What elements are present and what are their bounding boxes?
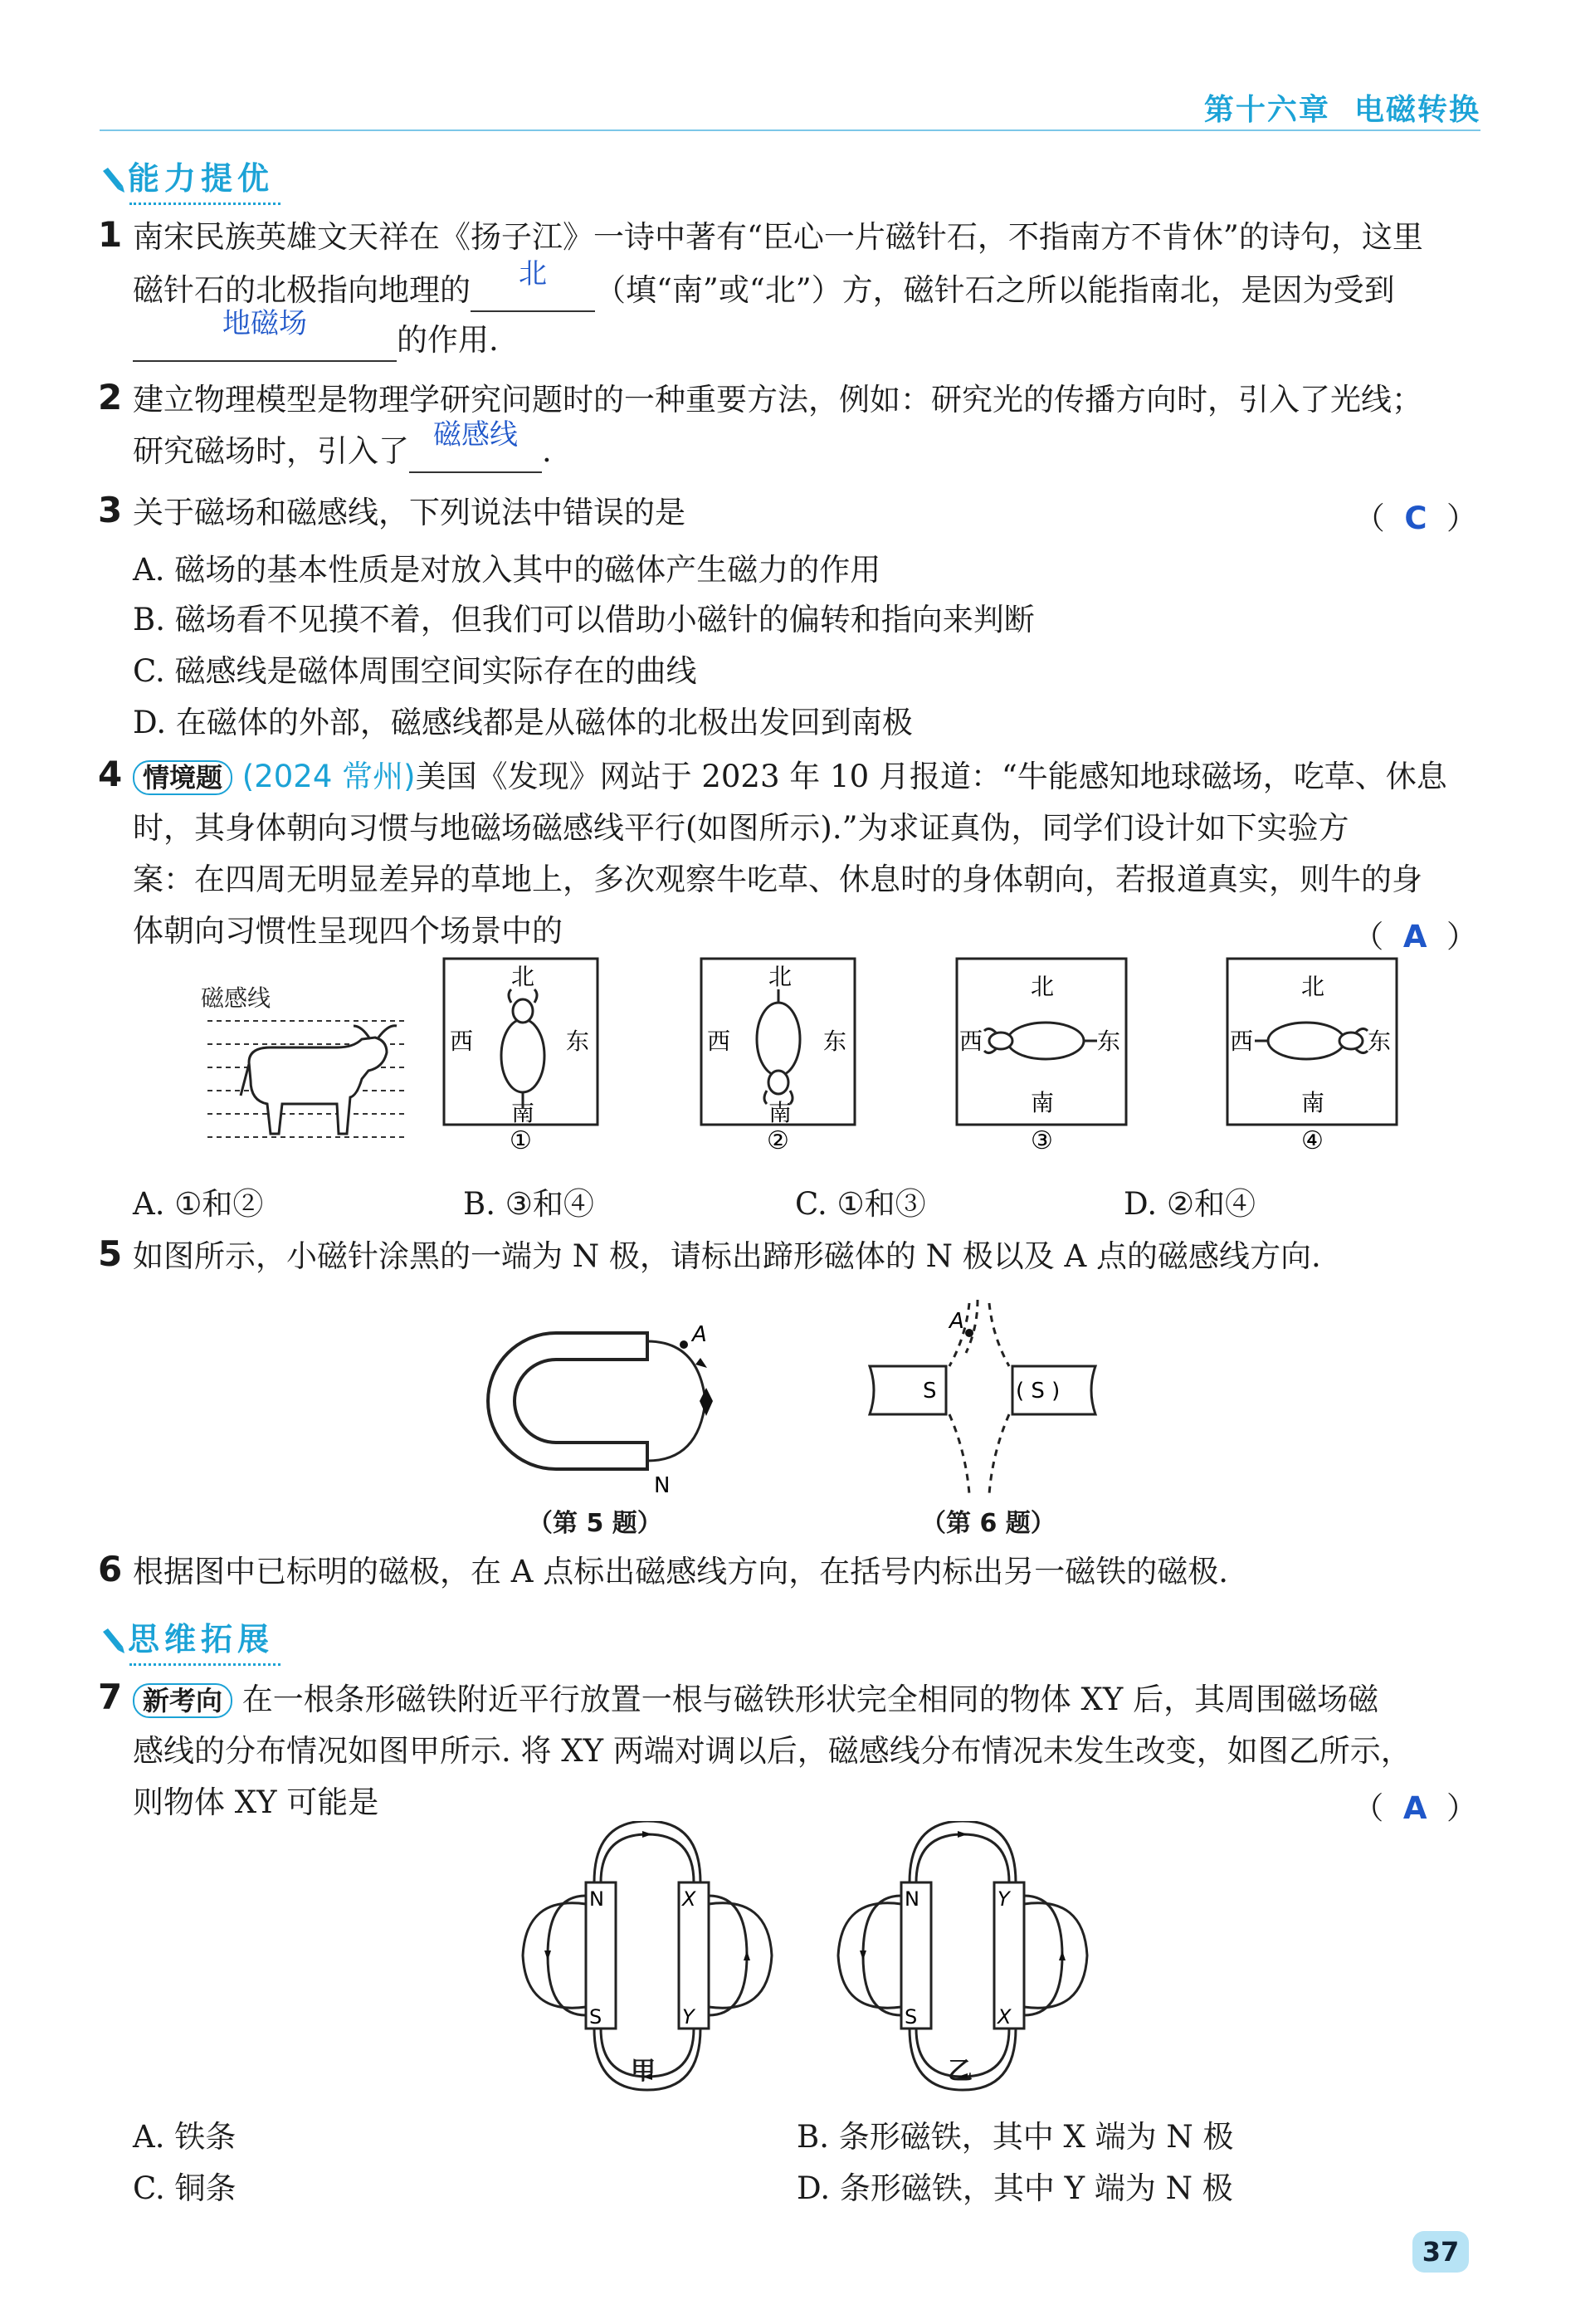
- svg-text:S: S: [905, 2005, 918, 2029]
- q7-tag: 新考向: [133, 1683, 232, 1718]
- q3-answer-paren: （ C ）: [1354, 500, 1477, 536]
- svg-text:N: N: [905, 1887, 919, 1911]
- q7-answer-paren: （ A ）: [1353, 1790, 1477, 1826]
- question-number-5: 5: [98, 1233, 123, 1274]
- q7-option-b[interactable]: B. 条形磁铁，其中 X 端为 N 极: [797, 2119, 1234, 2155]
- svg-text:南: 南: [1301, 1089, 1325, 1116]
- q4-option-c[interactable]: C. ①和③: [795, 1186, 926, 1222]
- svg-text:东: 东: [1368, 1028, 1392, 1055]
- q4-tag: 情境题: [133, 760, 232, 795]
- svg-text:南: 南: [1031, 1089, 1055, 1116]
- q3-option-b[interactable]: B. 磁场看不见摸不着，但我们可以借助小磁针的偏转和指向来判断: [133, 602, 1035, 637]
- q3-option-c[interactable]: C. 磁感线是磁体周围空间实际存在的曲线: [133, 653, 697, 689]
- svg-text:Y: Y: [997, 1887, 1010, 1911]
- svg-text:南: 南: [768, 1099, 793, 1126]
- q7-option-c[interactable]: C. 铜条: [133, 2170, 237, 2206]
- q1-line2: 磁针石的北极指向地理的 北 （填“南”或“北”）方，磁针石之所以能指南北，是因为受到: [133, 271, 1395, 312]
- question-number-7: 7: [98, 1677, 123, 1717]
- q2-blank[interactable]: 磁感线: [409, 432, 542, 473]
- q5-caption-2: （第 6 题）: [921, 1509, 1056, 1538]
- q4-option-b[interactable]: B. ③和④: [463, 1186, 594, 1222]
- q7-line1: 新考向 在一根条形磁铁附近平行放置一根与磁铁形状完全相同的物体 XY 后，其周围磁场磁: [133, 1680, 1378, 1720]
- svg-text:S: S: [589, 2005, 602, 2029]
- section-title-ability: 能力提优: [100, 153, 274, 198]
- figure-jia-caption: 甲: [631, 2057, 656, 2086]
- q3-option-a[interactable]: A. 磁场的基本性质是对放入其中的磁体产生磁力的作用: [133, 552, 881, 588]
- magnetic-line-label: 磁感线: [201, 984, 271, 1012]
- svg-text:西: 西: [959, 1028, 983, 1055]
- small-magnet-needle-top: [695, 1358, 707, 1368]
- two-magnets-figure: [863, 1295, 1112, 1502]
- svg-text:N: N: [589, 1887, 604, 1911]
- scene-4-label: ④: [1301, 1126, 1324, 1154]
- svg-text:北: 北: [768, 963, 793, 990]
- scene-4-figure: [1225, 956, 1402, 1154]
- q7-line2: 感线的分布情况如图甲所示. 将 XY 两端对调以后，磁感线分布情况未发生改变，如图乙所示，: [133, 1733, 1412, 1769]
- question-number-6: 6: [98, 1549, 123, 1589]
- svg-text:X: X: [997, 2005, 1012, 2029]
- svg-text:( S ): ( S ): [1016, 1379, 1061, 1404]
- q3-stem: 关于磁场和磁感线，下列说法中错误的是: [133, 495, 685, 530]
- horseshoe-magnet-figure: [465, 1308, 722, 1499]
- q4-option-d[interactable]: D. ②和④: [1124, 1186, 1256, 1222]
- question-number-2: 2: [98, 377, 123, 417]
- scene-2-figure: [699, 956, 865, 1154]
- point-a-label: A: [692, 1322, 707, 1347]
- q5-stem: 如图所示，小磁针涂黑的一端为 N 极，请标出蹄形磁体的 N 极以及 A 点的磁感线方向.: [133, 1238, 1321, 1274]
- page-number: 37: [1412, 2231, 1469, 2273]
- svg-text:西: 西: [450, 1028, 474, 1055]
- svg-text:Y: Y: [682, 2005, 695, 2029]
- scene-3-label: ③: [1031, 1126, 1053, 1154]
- page-header: [100, 83, 1480, 131]
- question-number-1: 1: [98, 214, 123, 255]
- svg-text:西: 西: [707, 1028, 731, 1055]
- q4-line2: 时，其身体朝向习惯与地磁场磁感线平行(如图所示).”为求证真伪，同学们设计如下实验方: [133, 810, 1349, 846]
- svg-text:东: 东: [1097, 1028, 1121, 1055]
- svg-text:东: 东: [566, 1028, 590, 1055]
- q1-line1: 南宋民族英雄文天祥在《扬子江》一诗中著有“臣心一片磁针石，不指南方不肯休”的诗句，这里: [133, 219, 1423, 255]
- q2-line1: 建立物理模型是物理学研究问题时的一种重要方法，例如：研究光的传播方向时，引入了光线；: [133, 382, 1422, 417]
- q1-blank-1[interactable]: 北: [471, 271, 595, 312]
- section-title-thinking: 思维拓展: [100, 1614, 274, 1659]
- pen-icon: [100, 161, 128, 194]
- svg-text:北: 北: [1031, 973, 1055, 1000]
- question-number-3: 3: [98, 490, 123, 530]
- q3-option-d[interactable]: D. 在磁体的外部，磁感线都是从磁体的北极出发回到南极: [133, 705, 913, 740]
- point-a-label-q6: A: [949, 1309, 964, 1334]
- svg-text:南: 南: [511, 1099, 535, 1126]
- q4-line4: 体朝向习惯性呈现四个场景中的: [133, 913, 563, 949]
- pen-icon: [100, 1622, 128, 1655]
- q2-line2: 研究磁场时，引入了 磁感线 .: [133, 432, 552, 473]
- horseshoe-magnet: [488, 1333, 647, 1469]
- svg-text:东: 东: [823, 1028, 847, 1055]
- q6-stem: 根据图中已标明的磁极，在 A 点标出磁感线方向，在括号内标出另一磁铁的磁极.: [133, 1554, 1229, 1589]
- svg-text:S: S: [923, 1379, 937, 1404]
- q7-line3: 则物体 XY 可能是: [133, 1784, 379, 1820]
- q4-line1: 情境题 (2024 常州)美国《发现》网站于 2023 年 10 月报道：“牛能感知地球磁场，吃草、休息: [133, 757, 1447, 797]
- figure-yi-caption: 乙: [948, 2057, 973, 2086]
- n-pole-label: N: [654, 1473, 671, 1498]
- scene-1-figure: [441, 956, 607, 1154]
- q5-caption: （第 5 题）: [528, 1509, 662, 1538]
- q4-source: (2024 常州): [241, 759, 416, 794]
- q1-blank-2[interactable]: 地磁场: [133, 320, 397, 362]
- q1-line3: 地磁场 的作用.: [133, 320, 499, 362]
- cow-field-figure: [191, 971, 415, 1154]
- compass-needle: [700, 1388, 713, 1416]
- field-line: [647, 1341, 705, 1461]
- q4-option-a[interactable]: A. ①和②: [133, 1186, 264, 1222]
- chapter-title: 第十六章 电磁转换: [1203, 93, 1480, 127]
- svg-text:X: X: [682, 1887, 696, 1911]
- question-number-4: 4: [98, 754, 123, 794]
- scene-1-label: ①: [510, 1126, 532, 1154]
- q7-option-a[interactable]: A. 铁条: [133, 2119, 237, 2155]
- scene-3-figure: [954, 956, 1132, 1154]
- svg-text:西: 西: [1230, 1028, 1254, 1055]
- svg-text:北: 北: [511, 963, 535, 990]
- q4-line3: 案：在四周无明显差异的草地上，多次观察牛吃草、休息时的身体朝向，若报道真实，则牛的身: [133, 862, 1422, 897]
- scene-2-label: ②: [767, 1126, 789, 1154]
- cow-icon: [241, 1026, 397, 1134]
- svg-text:北: 北: [1301, 973, 1325, 1000]
- q4-answer-paren: （ A ）: [1353, 919, 1477, 954]
- q7-option-d[interactable]: D. 条形磁铁，其中 Y 端为 N 极: [797, 2170, 1233, 2206]
